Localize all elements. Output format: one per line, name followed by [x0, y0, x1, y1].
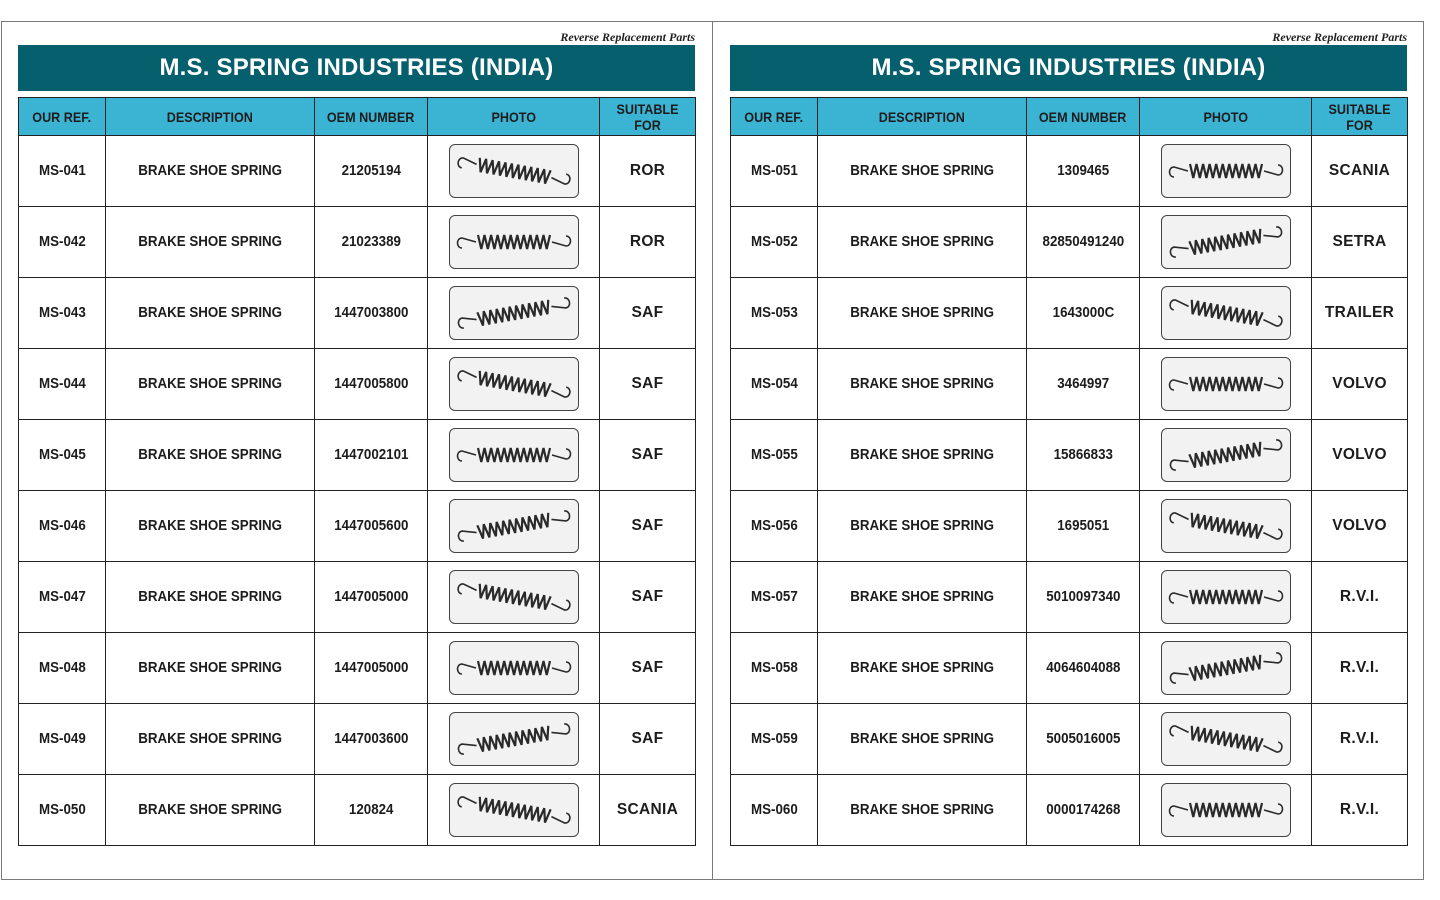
our-ref-cell: MS-047 — [19, 562, 106, 633]
suitable-for-cell: TRAILER — [1312, 278, 1408, 349]
photo-cell — [428, 704, 600, 775]
oem-number-cell: 4064604088 — [1027, 633, 1140, 704]
table-row — [731, 207, 1408, 278]
table-header-row — [19, 98, 696, 136]
our-ref-cell: MS-043 — [19, 278, 106, 349]
description-cell: BRAKE SHOE SPRING — [106, 278, 315, 349]
table-row — [731, 136, 1408, 207]
table-row — [19, 278, 696, 349]
our-ref-cell: MS-059 — [731, 704, 818, 775]
spring-photo — [1161, 144, 1291, 198]
spring-photo — [449, 357, 579, 411]
suitable-for-cell: SAF — [600, 420, 696, 491]
oem-number-cell: 1447003600 — [315, 704, 428, 775]
table-row — [731, 491, 1408, 562]
oem-number-cell: 1447005800 — [315, 349, 428, 420]
suitable-for-cell: R.V.I. — [1312, 775, 1408, 846]
suitable-for-cell: R.V.I. — [1312, 562, 1408, 633]
table-row — [731, 633, 1408, 704]
photo-cell — [428, 420, 600, 491]
photo-cell — [1140, 278, 1312, 349]
description-cell: BRAKE SHOE SPRING — [106, 349, 315, 420]
description-cell: BRAKE SHOE SPRING — [106, 136, 315, 207]
description-cell: BRAKE SHOE SPRING — [818, 278, 1027, 349]
table-row — [731, 349, 1408, 420]
tagline: Reverse Replacement Parts — [560, 30, 695, 44]
photo-cell — [428, 491, 600, 562]
spring-photo — [1161, 641, 1291, 695]
description-cell: BRAKE SHOE SPRING — [106, 633, 315, 704]
parts-table — [730, 97, 1408, 846]
oem-number-cell: 82850491240 — [1027, 207, 1140, 278]
photo-cell — [428, 633, 600, 704]
description-cell: BRAKE SHOE SPRING — [818, 562, 1027, 633]
oem-number-cell: 21023389 — [315, 207, 428, 278]
spring-photo — [1161, 783, 1291, 837]
description-cell: BRAKE SHOE SPRING — [106, 207, 315, 278]
our-ref-cell: MS-045 — [19, 420, 106, 491]
our-ref-cell: MS-054 — [731, 349, 818, 420]
suitable-for-cell: SAF — [600, 349, 696, 420]
spring-photo — [1161, 215, 1291, 269]
our-ref-cell: MS-058 — [731, 633, 818, 704]
our-ref-cell: MS-057 — [731, 562, 818, 633]
table-row — [731, 278, 1408, 349]
oem-number-cell: 1447005000 — [315, 562, 428, 633]
oem-number-cell: 15866833 — [1027, 420, 1140, 491]
table-row — [19, 420, 696, 491]
spring-photo — [449, 215, 579, 269]
suitable-for-cell: SCANIA — [1312, 136, 1408, 207]
table-row — [19, 349, 696, 420]
oem-number-cell: 1309465 — [1027, 136, 1140, 207]
table-row — [19, 704, 696, 775]
oem-number-cell: 1447005000 — [315, 633, 428, 704]
header-description: DESCRIPTION — [106, 98, 315, 136]
suitable-for-cell: ROR — [600, 136, 696, 207]
oem-number-cell: 1447005600 — [315, 491, 428, 562]
description-cell: BRAKE SHOE SPRING — [818, 207, 1027, 278]
our-ref-cell: MS-050 — [19, 775, 106, 846]
photo-cell — [1140, 420, 1312, 491]
description-cell: BRAKE SHOE SPRING — [106, 775, 315, 846]
oem-number-cell: 120824 — [315, 775, 428, 846]
our-ref-cell: MS-044 — [19, 349, 106, 420]
spring-photo — [449, 499, 579, 553]
header-oem-number: OEM NUMBER — [315, 98, 428, 136]
suitable-for-cell: VOLVO — [1312, 349, 1408, 420]
table-row — [19, 562, 696, 633]
our-ref-cell: MS-052 — [731, 207, 818, 278]
our-ref-cell: MS-049 — [19, 704, 106, 775]
oem-number-cell: 5010097340 — [1027, 562, 1140, 633]
photo-cell — [428, 278, 600, 349]
spring-photo — [1161, 357, 1291, 411]
header-suitable-for: SUITABLE FOR — [1312, 98, 1408, 136]
photo-cell — [428, 349, 600, 420]
our-ref-cell: MS-055 — [731, 420, 818, 491]
suitable-for-cell: R.V.I. — [1312, 633, 1408, 704]
suitable-for-cell: SAF — [600, 278, 696, 349]
spring-photo — [1161, 712, 1291, 766]
spring-photo — [449, 286, 579, 340]
spring-photo — [1161, 286, 1291, 340]
suitable-for-cell: VOLVO — [1312, 491, 1408, 562]
photo-cell — [1140, 704, 1312, 775]
table-row — [19, 207, 696, 278]
header-our-ref: OUR REF. — [731, 98, 818, 136]
description-cell: BRAKE SHOE SPRING — [106, 491, 315, 562]
description-cell: BRAKE SHOE SPRING — [106, 420, 315, 491]
photo-cell — [428, 775, 600, 846]
header-photo: PHOTO — [428, 98, 600, 136]
oem-number-cell: 3464997 — [1027, 349, 1140, 420]
description-cell: BRAKE SHOE SPRING — [106, 704, 315, 775]
spring-photo — [1161, 499, 1291, 553]
photo-cell — [1140, 633, 1312, 704]
suitable-for-cell: SCANIA — [600, 775, 696, 846]
company-title-banner: M.S. SPRING INDUSTRIES (INDIA) — [730, 45, 1407, 91]
oem-number-cell: 1447002101 — [315, 420, 428, 491]
suitable-for-cell: SAF — [600, 633, 696, 704]
description-cell: BRAKE SHOE SPRING — [818, 633, 1027, 704]
header-description: DESCRIPTION — [818, 98, 1027, 136]
spring-photo — [1161, 570, 1291, 624]
header-our-ref: OUR REF. — [19, 98, 106, 136]
description-cell: BRAKE SHOE SPRING — [818, 136, 1027, 207]
description-cell: BRAKE SHOE SPRING — [818, 420, 1027, 491]
spring-photo — [449, 712, 579, 766]
spring-photo — [449, 570, 579, 624]
suitable-for-cell: SAF — [600, 562, 696, 633]
suitable-for-cell: R.V.I. — [1312, 704, 1408, 775]
header-photo: PHOTO — [1140, 98, 1312, 136]
table-row — [731, 775, 1408, 846]
our-ref-cell: MS-056 — [731, 491, 818, 562]
spring-photo — [449, 428, 579, 482]
photo-cell — [1140, 775, 1312, 846]
oem-number-cell: 0000174268 — [1027, 775, 1140, 846]
table-row — [731, 704, 1408, 775]
tagline: Reverse Replacement Parts — [1272, 30, 1407, 44]
catalog-page-left — [18, 21, 695, 846]
photo-cell — [1140, 491, 1312, 562]
oem-number-cell: 5005016005 — [1027, 704, 1140, 775]
spring-photo — [449, 783, 579, 837]
our-ref-cell: MS-060 — [731, 775, 818, 846]
spring-photo — [1161, 428, 1291, 482]
table-row — [731, 420, 1408, 491]
photo-cell — [1140, 349, 1312, 420]
photo-cell — [1140, 207, 1312, 278]
header-suitable-for: SUITABLE FOR — [600, 98, 696, 136]
suitable-for-cell: SAF — [600, 491, 696, 562]
our-ref-cell: MS-048 — [19, 633, 106, 704]
table-row — [19, 775, 696, 846]
table-header-row — [731, 98, 1408, 136]
suitable-for-cell: SETRA — [1312, 207, 1408, 278]
oem-number-cell: 1695051 — [1027, 491, 1140, 562]
oem-number-cell: 21205194 — [315, 136, 428, 207]
description-cell: BRAKE SHOE SPRING — [106, 562, 315, 633]
table-row — [19, 633, 696, 704]
table-row — [19, 491, 696, 562]
spring-photo — [449, 144, 579, 198]
photo-cell — [428, 136, 600, 207]
parts-table — [18, 97, 696, 846]
oem-number-cell: 1447003800 — [315, 278, 428, 349]
oem-number-cell: 1643000C — [1027, 278, 1140, 349]
our-ref-cell: MS-053 — [731, 278, 818, 349]
photo-cell — [1140, 136, 1312, 207]
our-ref-cell: MS-041 — [19, 136, 106, 207]
page-divider — [712, 21, 713, 880]
description-cell: BRAKE SHOE SPRING — [818, 491, 1027, 562]
company-title-banner: M.S. SPRING INDUSTRIES (INDIA) — [18, 45, 695, 91]
description-cell: BRAKE SHOE SPRING — [818, 704, 1027, 775]
photo-cell — [428, 207, 600, 278]
description-cell: BRAKE SHOE SPRING — [818, 775, 1027, 846]
photo-cell — [1140, 562, 1312, 633]
description-cell: BRAKE SHOE SPRING — [818, 349, 1027, 420]
our-ref-cell: MS-046 — [19, 491, 106, 562]
table-row — [19, 136, 696, 207]
suitable-for-cell: SAF — [600, 704, 696, 775]
our-ref-cell: MS-051 — [731, 136, 818, 207]
table-row — [731, 562, 1408, 633]
header-oem-number: OEM NUMBER — [1027, 98, 1140, 136]
suitable-for-cell: VOLVO — [1312, 420, 1408, 491]
suitable-for-cell: ROR — [600, 207, 696, 278]
our-ref-cell: MS-042 — [19, 207, 106, 278]
catalog-page-right — [730, 21, 1407, 846]
photo-cell — [428, 562, 600, 633]
spring-photo — [449, 641, 579, 695]
